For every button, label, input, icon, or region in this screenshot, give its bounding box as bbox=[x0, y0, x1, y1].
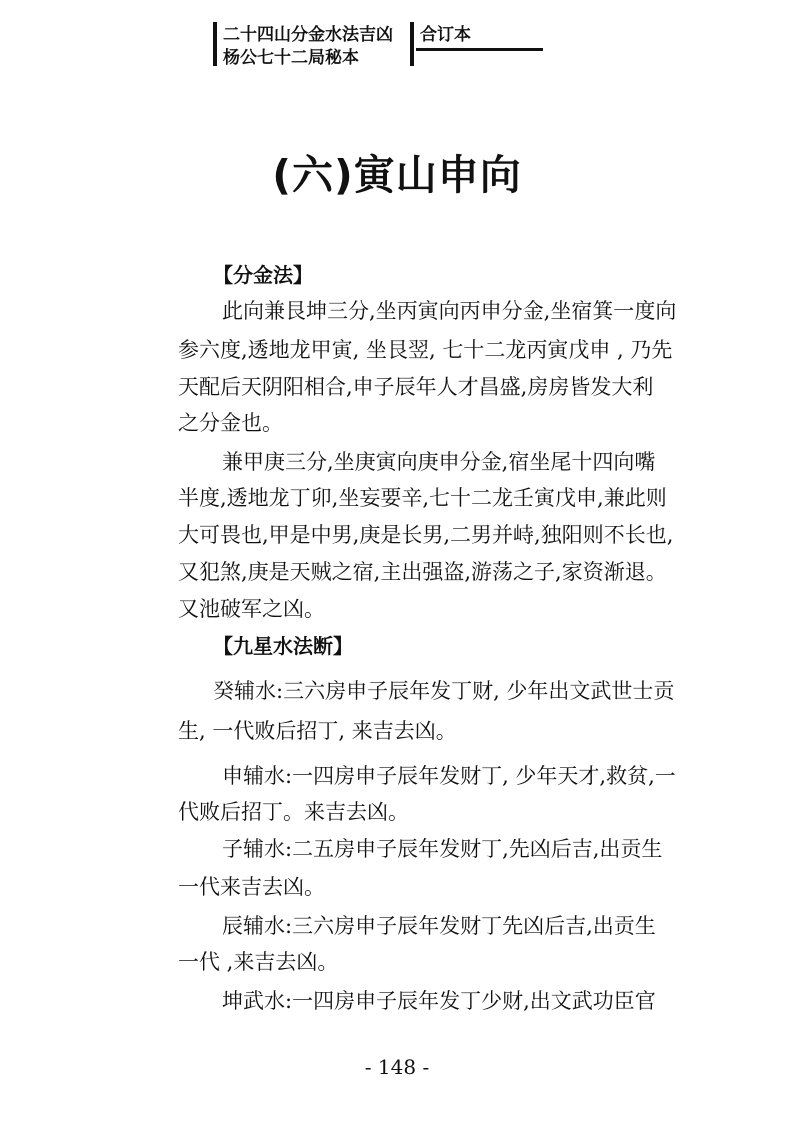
running-header bbox=[213, 18, 543, 70]
header-book-title-line1: 二十四山分金水法吉凶 bbox=[223, 25, 393, 45]
body-line: 半度,透地龙丁卯,坐妄要辛,七十二龙壬寅戊申,兼此则 bbox=[178, 486, 667, 510]
body-line: 一代来吉去凶。 bbox=[178, 875, 325, 899]
body-line: 兼甲庚三分,坐庚寅向庚申分金,宿坐尾十四向嘴 bbox=[222, 450, 656, 474]
body-line: 一代 ,来吉去凶。 bbox=[178, 950, 339, 974]
section-heading-jiuxing: 【九星水法断】 bbox=[213, 634, 353, 658]
body-line: 又犯煞,庚是天贼之宿,主出强盗,游荡之子,家资渐退。 bbox=[178, 560, 667, 584]
header-divider-bar bbox=[410, 22, 414, 66]
body-line: 生, 一代败后招丁, 来吉去凶。 bbox=[178, 719, 457, 743]
page-number: - 148 - bbox=[364, 1055, 430, 1079]
section-heading-fenjin: 【分金法】 bbox=[213, 263, 313, 287]
body-line: 癸辅水:三六房申子辰年发丁财, 少年出文武世士贡 bbox=[213, 679, 675, 703]
body-line: 大可畏也,甲是中男,庚是长男,二男并峙,独阳则不长也, bbox=[178, 523, 674, 547]
body-line: 坤武水:一四房申子辰年发丁少财,出文武功臣官 bbox=[222, 989, 656, 1013]
body-line: 之分金也。 bbox=[178, 411, 283, 435]
header-rule bbox=[416, 48, 543, 51]
body-line: 参六度,透地龙甲寅, 坐艮翌, 七十二龙丙寅戊申 , 乃先 bbox=[178, 338, 673, 362]
header-left-bar bbox=[213, 22, 217, 66]
header-edition-label: 合订本 bbox=[420, 25, 471, 45]
body-line: 代败后招丁。来吉去凶。 bbox=[178, 800, 409, 824]
body-line: 又池破军之凶。 bbox=[178, 597, 325, 621]
header-book-title-line2: 杨公七十二局秘本 bbox=[223, 48, 359, 68]
body-line: 辰辅水:三六房申子辰年发财丁先凶后吉,出贡生 bbox=[222, 914, 656, 938]
body-line: 天配后天阴阳相合,申子辰年人才昌盛,房房皆发大利 bbox=[178, 375, 654, 399]
body-line: 申辅水:一四房申子辰年发财丁, 少年天才,救贫,一 bbox=[222, 764, 676, 788]
chapter-title: (六)寅山申向 bbox=[272, 151, 522, 199]
body-line: 子辅水:二五房申子辰年发财丁,先凶后吉,出贡生 bbox=[222, 837, 663, 861]
body-line: 此向兼艮坤三分,坐丙寅向丙申分金,坐宿箕一度向 bbox=[222, 299, 677, 323]
